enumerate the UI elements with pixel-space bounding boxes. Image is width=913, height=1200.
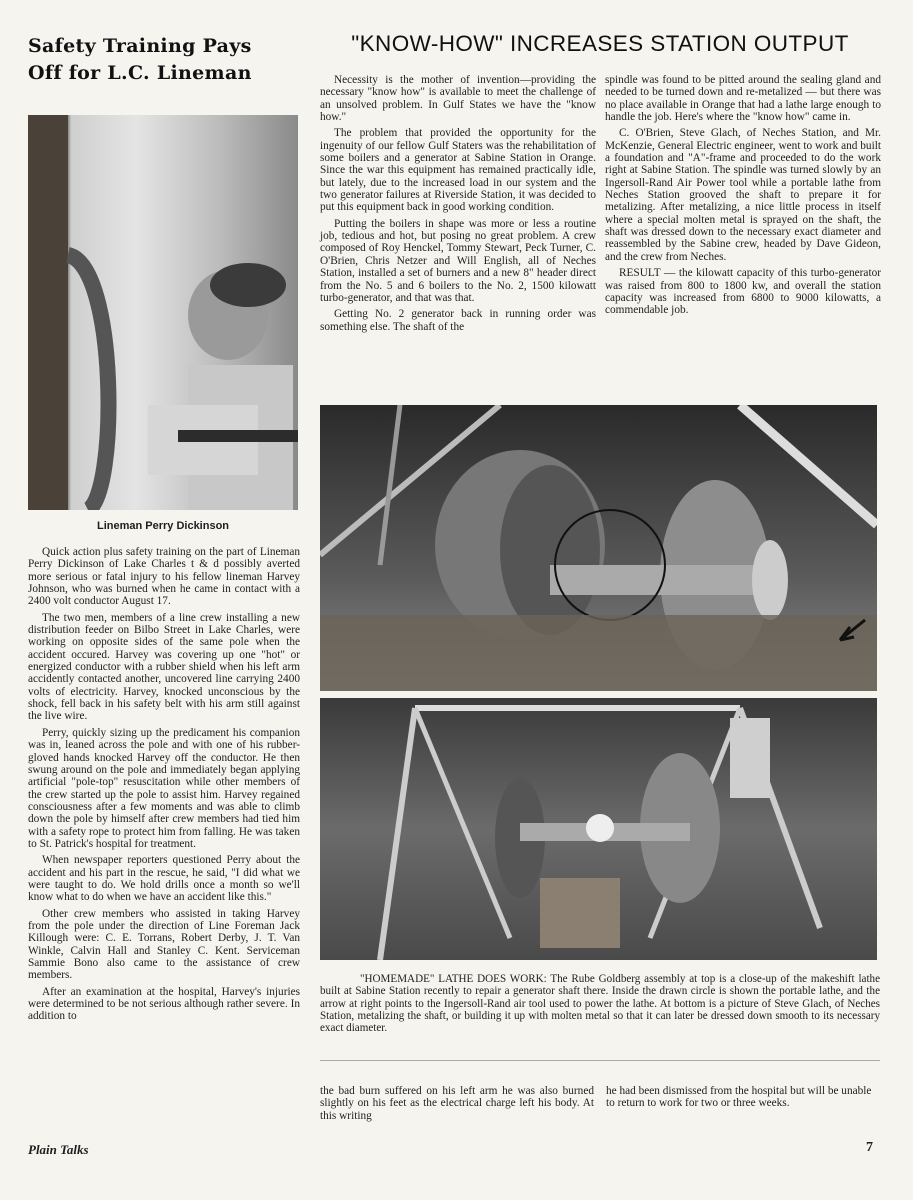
headline-line-1: Safety Training Pays	[28, 35, 252, 57]
paragraph: RESULT — the kilowatt capacity of this turbo-generator was raised from 800 to 1800 kw, and overall the station capacity was increased from 6800 to 9000 kilowatts, a commendable job.	[605, 267, 881, 317]
paragraph: The two men, members of a line crew installing a new distribution feeder on Bilbo Street in Lake Charles, were working on opposite sides of the same pole when the accident occured. Harvey was covering up one "hot" or energized conductor with a rubber shield when his left arm accidently contacted another, uncovered line carrying 2400 volts of electricity. Harvey, knocked unconscious by the shock, fell back in his safety belt with his arm still against the live wire.	[28, 611, 300, 723]
paragraph: After an examination at the hospital, Harvey's injuries were determined to be not serious although rather severe. In addition to	[28, 985, 300, 1023]
lathe-closeup-photo	[320, 405, 877, 691]
paragraph: Quick action plus safety training on the part of Lineman Perry Dickinson of Lake Charles t & d possibly averted more serious or fatal injury to his fellow lineman Harvey Johnson, who was burned when he came in contact with a 2400 volt conductor August 17.	[28, 546, 300, 608]
paragraph: C. O'Brien, Steve Glach, of Neches Station, and Mr. McKenzie, General Electric engineer, went to work and built a foundation and "A"-frame and proceeded to do the work right at Sabine Station. The spindle was turned slowly by an Ingersoll-Rand Air Power tool while a portable lathe from Neches Station grooved the shaft to prepare it for metalizing. After metalizing, a nice little process in itself where a special molten metal is sprayed on the shaft, the shaft was dressed down to the necessary exact diameter and reassembled by the Sabine crew, headed by Dave Gideon, and the crew from Neches.	[605, 127, 881, 263]
right-article-col-1	[320, 74, 596, 337]
paragraph: Necessity is the mother of invention—providing the necessary "know how" is available to meet the challenge of an unsolved problem. In Gulf States we have the "know how."	[320, 74, 596, 124]
lineman-photo	[28, 115, 298, 510]
paragraph: When newspaper reporters questioned Perry about the accident and his part in the rescue, he said, "I did what we were taught to do. We hold drills once a month so we'll know what to do when we have an accident like this."	[28, 854, 300, 904]
left-article-continuation-2: he had been dismissed from the hospital but will be unable to return to work for two or three weeks.	[606, 1085, 872, 1110]
paragraph: The problem that provided the opportunity for the ingenuity of our fellow Gulf Staters was the rehabilitation of some boilers and a generator at Sabine Station in Orange. Since the war this equipment has remained practically idle, but lately, due to the increased load in our system and the two generator failures at Riverside Station, it was decided to put this equipment back in good working condition.	[320, 127, 596, 214]
headline-line-2: Off for L.C. Lineman	[28, 62, 252, 84]
paragraph: Other crew members who assisted in taking Harvey from the pole under the direction of Line Foreman Jack Killough were: C. E. Torrans, Robert Derby, J. T. Van Winkle, Calvin Hall and Stanley C. Kent. Serviceman Sammie Bono also came to the assistance of crew members.	[28, 907, 300, 982]
left-headline	[28, 33, 300, 87]
lineman-photo-caption: Lineman Perry Dickinson	[96, 520, 230, 532]
divider	[320, 1060, 880, 1061]
paragraph: spindle was found to be pitted around the sealing gland and needed to be turned down and re-metalized — but there was no place available in Orange that had a lathe large enough to handle the job. Here's where the "know how" came in.	[605, 74, 881, 124]
right-headline: "KNOW-HOW" INCREASES STATION OUTPUT	[351, 31, 849, 56]
lathe-photo-caption: "HOMEMADE" LATHE DOES WORK: The Rube Goldberg assembly at top is a close-up of the makeshift lathe built at Sabine Station recently to repair a generator shaft there. Inside the drawn circle is shown the portable lathe, and the arrow at right points to the Ingersoll-Rand air tool used to power the lathe. At bottom is a picture of Steve Glach, of Neches Station, metalizing the shaft, or building it up with molten metal so that it can later be dressed down smooth to its necessary exact diameter.	[320, 973, 880, 1035]
lineman-figure-illustration	[28, 115, 298, 510]
left-article-body	[28, 546, 300, 1027]
page-number: 7	[866, 1140, 873, 1155]
metalizing-illustration	[320, 698, 877, 960]
right-article-col-2	[605, 74, 881, 321]
paragraph: Perry, quickly sizing up the predicament his companion was in, leaned across the pole and with one of his rubber-gloved hands knocked Harvey off the conductor. He then swung around on the pole and immediately began applying artificial "pole-top" resuscitation while other members of the crew started up the pole to assist him. Harvey regained consciousness after a few moments and was able to climb down the pole by himself after crew members had tied him with a safety rope to protect him from falling. He was taken to St. Patrick's hospital for treatment.	[28, 726, 300, 850]
left-article-continuation-1: the bad burn suffered on his left arm he was also burned slightly on his feet as the electrical charge left his body. At this writing	[320, 1085, 594, 1122]
paragraph: Getting No. 2 generator back in running order was something else. The shaft of the	[320, 308, 596, 333]
metalizing-photo	[320, 698, 877, 960]
lathe-illustration	[320, 405, 877, 691]
paragraph: Putting the boilers in shape was more or less a routine job, tedious and hot, but posing no great problem. A crew composed of Roy Henckel, Tommy Stewart, Peck Turner, C. O'Brien, Chris Netzer and Will English, all of Neches Station, installed a set of burners and a new 8" header direct from the No. 5 and 6 boilers to the No. 2, 1500 kilowatt turbo-generator, and that was that.	[320, 217, 596, 304]
publication-name: Plain Talks	[28, 1142, 89, 1157]
